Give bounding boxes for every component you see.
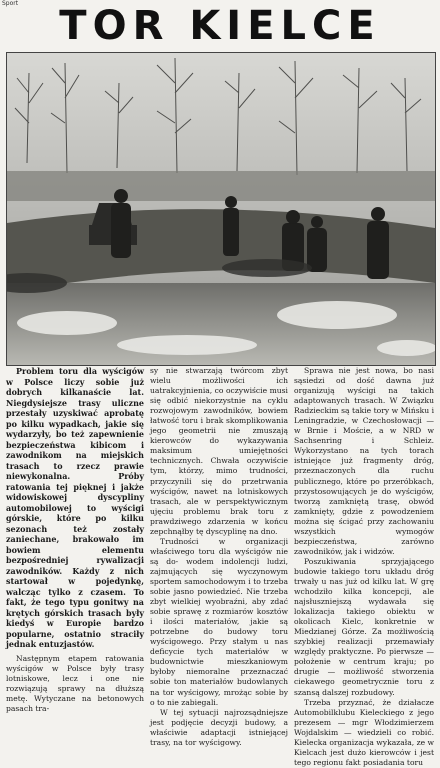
article-column-1 — [6, 366, 144, 714]
lead-paragraph: Problem toru dla wyścigów w Polsce liczy sobie już dobrych kilkanaście lat. Niegdysiejsze trasy uliczne przestały uzyskiwać aprobatę po kilku wypadkach, jakie się wydarzyły, bo też zapewnienie bezpieczeństwa kibicom i zawodnikom na miejskich trasach to rzecz prawie niewykonalna. Próby ratowania tej pięknej i jakże widowiskowej dyscypliny automobilowej to wyścigi górskie, które po kilku sezonach też zostały zaniechane, brakowało im bowiem elementu bezpośredniej rywalizacji zawodników. Każdy z nich startował w pojedynkę, walcząc tylko z czasem. To fakt, że tego typu gonitwy na krętych górskich trasach były kiedyś w Europie bardzo popularne, ostatnio straciły jednak entuzjastów. — [6, 366, 144, 649]
section-label: Sport — [2, 0, 19, 7]
race-photo — [6, 52, 436, 366]
article-column-3 — [294, 366, 434, 768]
paragraph: Trzeba przyznać, że działacze Automobilklubu Kieleckiego z jego prezesem — mgr Włodzimierzem Wojdalskim — wiedzieli co robić. Kielecka organizacja wykazała, ze w Kielcach jest dużo kierowców i jest tego regionu fakt posiadania toru — [294, 697, 434, 767]
paragraph: W tej sytuacji najrozsądniejsze jest podjęcie decyzji budowy, a właściwie adaptacji istniejącej trasy, na tor wyścigowy. — [150, 707, 288, 747]
race-photo-image — [7, 53, 435, 365]
paragraph: sy nie stwarzają twórcom zbyt wielu możliwości ich uatrakcyjnienia, co oczywiście musi się odbić niekorzystnie na cyklu rozwojowym zawodników, bowiem łatwość toru i brak skomplikowania jego geometrii nie zmuszają kierowców do wykazywania maksimum umiejętności technicznych. Chwała oczywiście tym, którzy, mimo trudności, przyczynili się do przetrwania wyścigów, nawet na lotniskowych trasach, ale w perspektywicznym ujęciu problemu brak toru z prawdziwego zdarzenia w końcu zepchnąłby tę dyscyplinę na dno. — [150, 366, 288, 536]
paragraph: Sprawa nie jest nowa, bo nasi sąsiedzi od dość dawna już organizują wyścigi na takich adaptowanych trasach. W Związku Radzieckim są takie tory w Mińsku i Leningradzie, w Czechosłowacji — w Brnie i Moście, a w NRD w Sachsenring i Schleiz. Wykorzystano na tych torach istniejące już fragmenty dróg, przeznaczonych dla ruchu publicznego, które po przeróbkach, przystosowujących je do wyścigów, tworzą zamkniętą trasę, obwód zamknięty, gdzie z powodzeniem można się ścigać przy zachowaniu wszystkich wymogów bezpieczeństwa, zarówno zawodników, jak i widzów. — [294, 366, 434, 556]
paragraph: Poszukiwania sprzyjającego budowie takiego toru układu dróg trwały u nas już od kilku lat. W grę wchodziło kilka koncepcji, ale najsłuszniejszą wydawała się lokalizacja takiego obiektu w okolicach Kielc, konkretnie w Miedzianej Górze. Za możliwością szybkiej realizacji przemawiały względy praktyczne. Po pierwsze — położenie w centrum kraju; po drugie — możliwość stworzenia ciekawego geometrycznie toru z szansą dalszej rozbudowy. — [294, 556, 434, 697]
headline: TOR KIELCE — [59, 3, 381, 49]
paragraph: Następnym etapem ratowania wyścigów w Polsce były trasy lotniskowe, lecz i one nie rozwiązują sprawy na dłuższą metę. Wytyczane na betonowych pasach tra- — [6, 653, 144, 713]
article-column-2 — [150, 366, 288, 748]
paragraph: Trudności w organizacji właściwego toru dla wyścigów nie są do- wodem indolencji ludzi, zajmujących się wyczynowym sportem samochodowym i to trzeba sobie jasno powiedzieć. Nie trzeba zbyt wielkiej wyobraźni, aby zdać sobie sprawę z rozmiarów kosztów i ilości materiałów, jakie są potrzebne do budowy toru wyścigowego. Przy stałym u nas deficycie tych materiałów w budownictwie mieszkaniowym byłoby niemoralne przeznaczać sobie ton materiałów budowlanych na tor wyścigowy, mrożąc sobie by o to nie zabiegali. — [150, 536, 288, 707]
